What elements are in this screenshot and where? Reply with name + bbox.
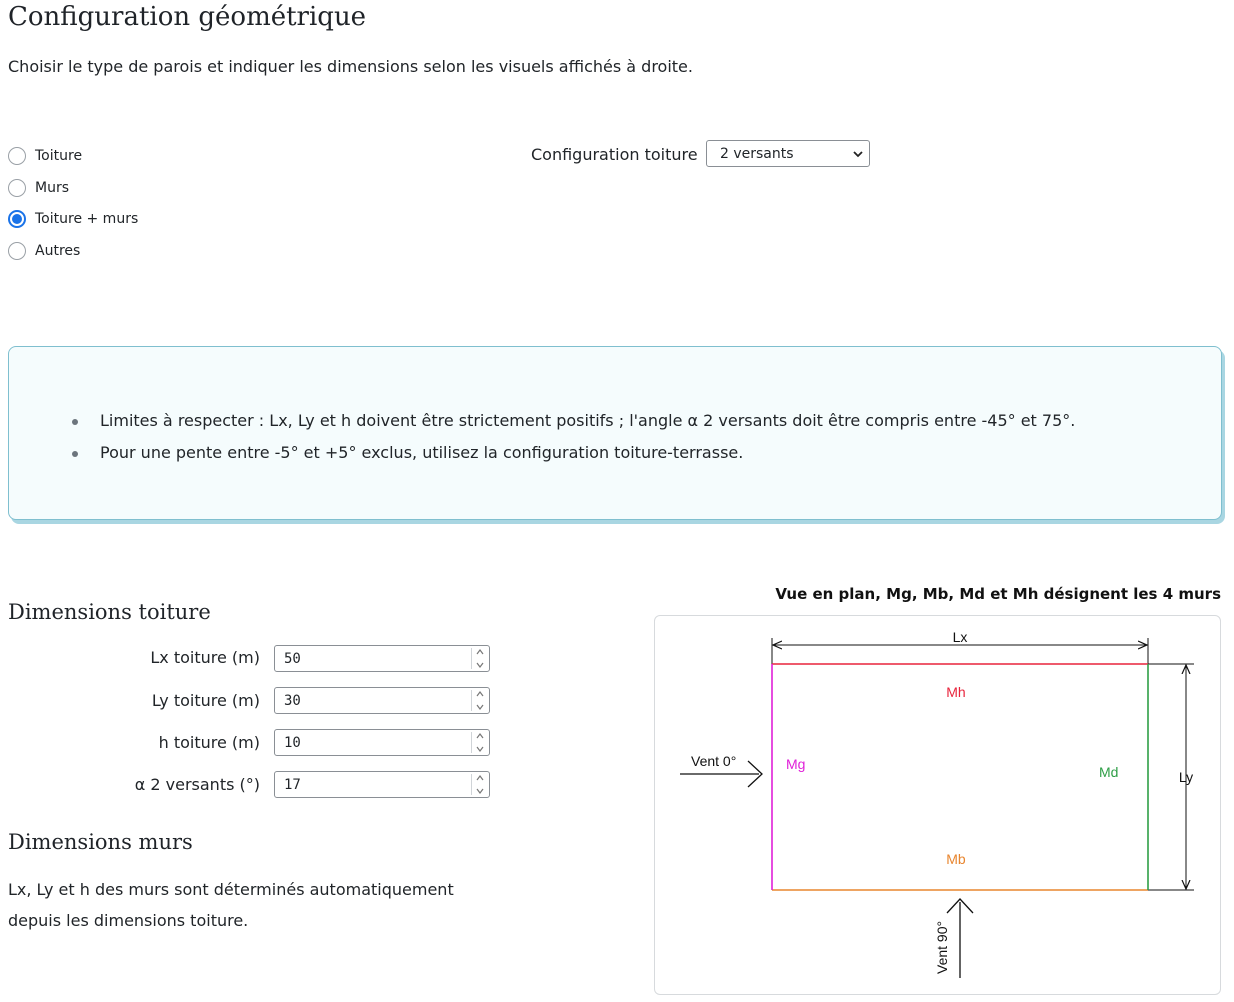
alpha-value: 17 — [284, 776, 301, 793]
radio-label: Toiture — [35, 147, 83, 164]
h-value: 10 — [284, 734, 301, 751]
wind-0-label: Vent 0° — [691, 753, 737, 769]
radio-toiture[interactable] — [8, 140, 138, 172]
spin-down-icon[interactable] — [476, 703, 484, 711]
radio-button[interactable] — [8, 242, 26, 260]
spin-down-icon[interactable] — [476, 745, 484, 753]
radio-autres[interactable] — [8, 235, 138, 267]
spinner[interactable] — [471, 648, 487, 669]
spinner[interactable] — [471, 732, 487, 753]
lx-label: Lx toiture (m) — [150, 648, 260, 667]
alpha-label: α 2 versants (°) — [134, 775, 260, 794]
wall-type-radio-group — [8, 140, 138, 267]
spin-down-icon[interactable] — [476, 661, 484, 669]
wall-md-label: Md — [1099, 764, 1119, 780]
info-box — [8, 346, 1222, 520]
plan-view-diagram — [654, 615, 1221, 995]
spin-up-icon[interactable] — [476, 690, 484, 698]
radio-button-checked[interactable] — [8, 210, 26, 228]
page-subtitle: Choisir le type de parois et indiquer les dimensions selon les visuels affichés à droite. — [8, 57, 693, 76]
wall-mg-label: Mg — [786, 756, 806, 772]
roof-dimensions-title: Dimensions toiture — [8, 600, 211, 624]
info-list — [72, 405, 1075, 469]
lx-input[interactable] — [274, 645, 490, 672]
info-item: Pour une pente entre -5° et +5° exclus, utilisez la configuration toiture-terrasse. — [72, 437, 1075, 469]
wall-mb-label: Mb — [946, 851, 966, 867]
h-label: h toiture (m) — [158, 733, 260, 752]
ly-value: 30 — [284, 692, 301, 709]
ly-label: Ly toiture (m) — [151, 691, 260, 710]
spin-up-icon[interactable] — [476, 732, 484, 740]
wall-dimensions-text: Lx, Ly et h des murs sont déterminés automatiquement depuis les dimensions toiture. — [8, 880, 454, 930]
radio-label: Toiture + murs — [35, 211, 139, 228]
spinner[interactable] — [471, 774, 487, 795]
diagram-caption: Vue en plan, Mg, Mb, Md et Mh désignent les 4 murs — [775, 585, 1221, 603]
spin-down-icon[interactable] — [476, 787, 484, 795]
info-item: Limites à respecter : Lx, Ly et h doivent être strictement positifs ; l'angle α 2 versants doit être compris entre -45° et 75°. — [72, 405, 1075, 437]
radio-label: Autres — [35, 242, 81, 259]
alpha-input[interactable] — [274, 771, 490, 798]
radio-button[interactable] — [8, 147, 26, 165]
lx-dimension-label: Lx — [952, 629, 968, 645]
plan-view-svg — [655, 616, 1222, 996]
h-input[interactable] — [274, 729, 490, 756]
roof-config-select[interactable] — [706, 140, 870, 167]
chevron-down-icon — [853, 149, 863, 159]
radio-dot — [12, 214, 22, 224]
radio-murs[interactable] — [8, 172, 138, 204]
wall-mh-label: Mh — [946, 684, 966, 700]
roof-config-label: Configuration toiture — [531, 145, 698, 164]
spin-up-icon[interactable] — [476, 774, 484, 782]
lx-value: 50 — [284, 650, 301, 667]
radio-toiture-murs[interactable] — [8, 203, 138, 235]
wind-90-label: Vent 90° — [934, 920, 950, 974]
ly-dimension-label: Ly — [1178, 769, 1194, 785]
radio-label: Murs — [35, 179, 70, 196]
roof-config-selected-value: 2 versants — [720, 145, 794, 162]
spin-up-icon[interactable] — [476, 648, 484, 656]
ly-input[interactable] — [274, 687, 490, 714]
spinner[interactable] — [471, 690, 487, 711]
wall-dimensions-title: Dimensions murs — [8, 830, 193, 854]
page-title: Configuration géométrique — [8, 2, 367, 32]
radio-button[interactable] — [8, 179, 26, 197]
